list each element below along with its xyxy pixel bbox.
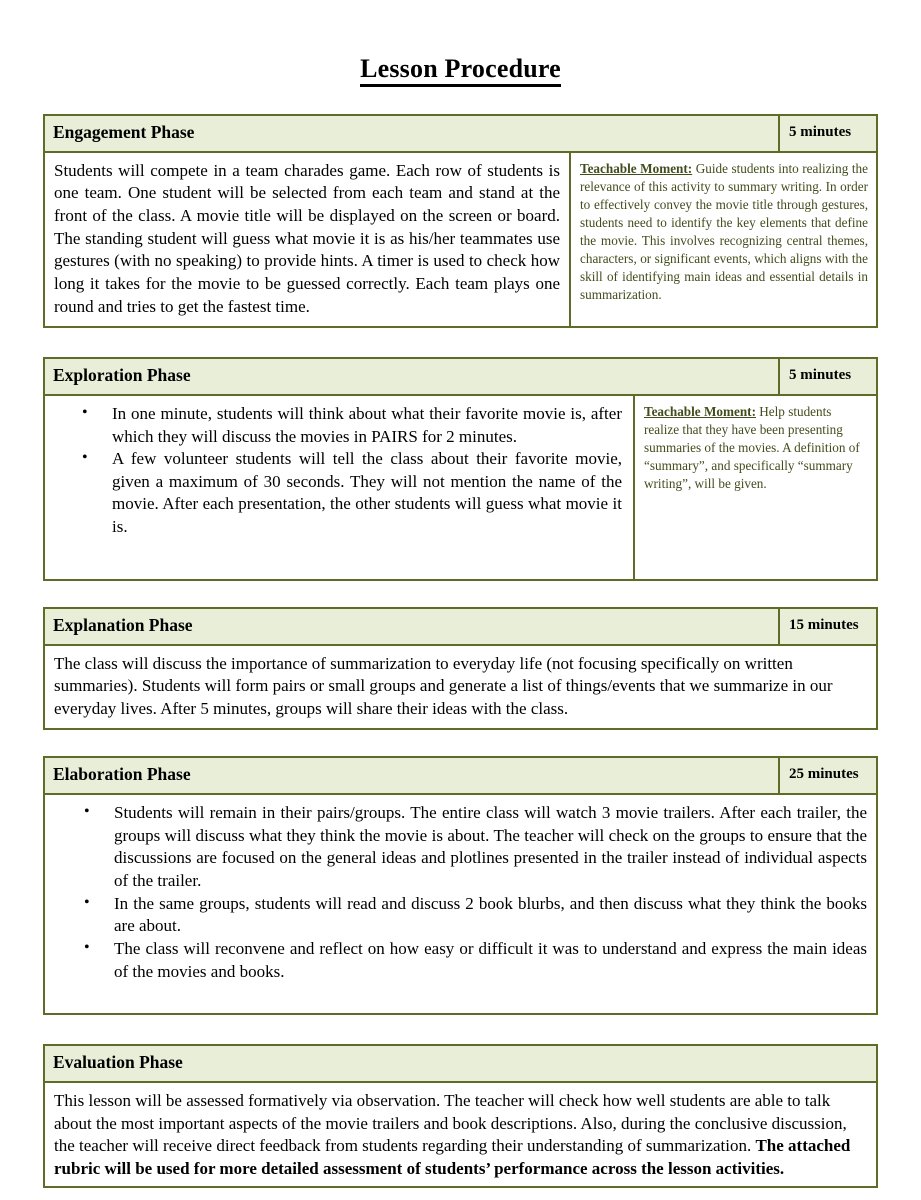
teachable-moment-paragraph-exploration (644, 403, 868, 493)
bullet-list-elaboration (54, 802, 867, 983)
phase-section-elaboration (43, 756, 878, 1015)
list-item: • In one minute, students will think about what their favorite movie is, after which they will discuss the movies in PAIRS for 2 minutes. (54, 403, 624, 448)
page-title-text: Lesson Procedure (360, 54, 561, 87)
teachable-moment-label-exploration: Teachable Moment: (644, 404, 756, 420)
phase-time-exploration: 5 minutes (778, 359, 876, 394)
phase-content-exploration (45, 396, 633, 579)
phase-body-exploration (45, 396, 876, 579)
phase-header-explanation (45, 609, 876, 646)
phase-content-elaboration (45, 795, 876, 1013)
phase-paragraph-evaluation-normal: This lesson will be assessed formatively via observation. The teacher will check how well students are able to talk about the most important aspects of the movie trailers and book descriptions. Also, during the conclusive discussion, the teacher will receive direct feedback from students regarding their understanding of summarization. (54, 1091, 847, 1156)
phase-header-evaluation (45, 1046, 876, 1083)
teachable-moment-text-exploration: Help students realize that they have been presenting summaries of the movies. A definition of “summary”, and specifically “summary writing”, will be given. (644, 404, 860, 491)
title-spacer (43, 84, 878, 114)
bullet-list-exploration (54, 403, 624, 539)
phase-body-evaluation (45, 1083, 876, 1186)
teachable-moment-text-engagement: Guide students into realizing the relevance of this activity to summary writing. In order to effectively convey the movie title through gestures, students need to identify the key elements that define the movie. This involves recognizing central themes, characters, or significant events, which aligns with the skill of identifying main ideas and essential details in summarization. (580, 160, 868, 302)
phase-section-engagement (43, 114, 878, 328)
phase-time-explanation: 15 minutes (778, 609, 876, 644)
phase-content-evaluation (45, 1083, 876, 1186)
phase-content-explanation (45, 646, 876, 729)
teachable-moment-engagement (569, 153, 876, 326)
section-gap-2 (43, 581, 878, 607)
list-item: • Students will remain in their pairs/groups. The entire class will watch 3 movie trailers. After each trailer, the groups will discuss what they think the movie is about. The teacher will check on the groups to ensure that the discussions are focused on the general ideas and plotlines presented in the trailer instead of individual aspects of the trailer. (54, 802, 867, 892)
phase-title-explanation: Explanation Phase (53, 614, 193, 635)
phase-paragraph-evaluation-bold: The attached rubric will be used for more detailed assessment of students’ performance across the lesson activities. (54, 1136, 851, 1178)
phase-content-engagement (45, 153, 569, 326)
phase-section-explanation (43, 607, 878, 731)
phase-time-engagement: 5 minutes (778, 116, 876, 151)
page-title (43, 0, 878, 84)
section-gap-3 (43, 730, 878, 756)
list-item: • In the same groups, students will read and discuss 2 book blurbs, and then discuss what they think the books are about. (54, 893, 867, 938)
section-gap-4 (43, 1015, 878, 1044)
phase-title-evaluation: Evaluation Phase (53, 1052, 183, 1073)
phase-title-exploration: Exploration Phase (53, 365, 191, 386)
list-item: • The class will reconvene and reflect on how easy or difficult it was to understand and express the main ideas of the movies and books. (54, 938, 867, 983)
teachable-moment-paragraph-engagement (580, 160, 868, 304)
phase-body-elaboration (45, 795, 876, 1013)
phase-body-engagement (45, 153, 876, 326)
phase-paragraph-explanation: The class will discuss the importance of summarization to everyday life (not focusing specifically on written summaries). Students will form pairs or small groups and generate a list of things/events that we summarize in our everyday lives. After 5 minutes, groups will share their ideas with the class. (54, 653, 833, 718)
phase-section-exploration (43, 357, 878, 581)
phase-time-elaboration: 25 minutes (778, 758, 876, 793)
phase-section-evaluation (43, 1044, 878, 1188)
phase-title-engagement: Engagement Phase (53, 122, 195, 142)
section-gap-1 (43, 328, 878, 357)
phase-paragraph-engagement: Students will compete in a team charades game. Each row of students is one team. One student will be selected from each team and stand at the front of the class. A movie title will be displayed on the screen or board. The standing student will guess what movie it is as his/her teammates use gestures (with no speaking) to provide hints. A timer is used to check how long it takes for the movie to be guessed correctly. Each team plays one round and tries to get the fastest time. (54, 160, 560, 316)
phase-paragraph-evaluation (54, 1090, 867, 1180)
list-item: • A few volunteer students will tell the class about their favorite movie, given a maximum of 30 seconds. They will not mention the name of the movie. After each presentation, the other students will guess what movie it is. (54, 448, 624, 538)
phase-header-elaboration (45, 758, 876, 795)
phase-header-exploration (45, 359, 876, 396)
phase-title-elaboration: Elaboration Phase (53, 764, 191, 785)
teachable-moment-label-engagement: Teachable Moment: (580, 160, 693, 176)
phase-body-explanation (45, 646, 876, 729)
phase-header-engagement (45, 116, 876, 153)
teachable-moment-exploration (633, 396, 876, 579)
